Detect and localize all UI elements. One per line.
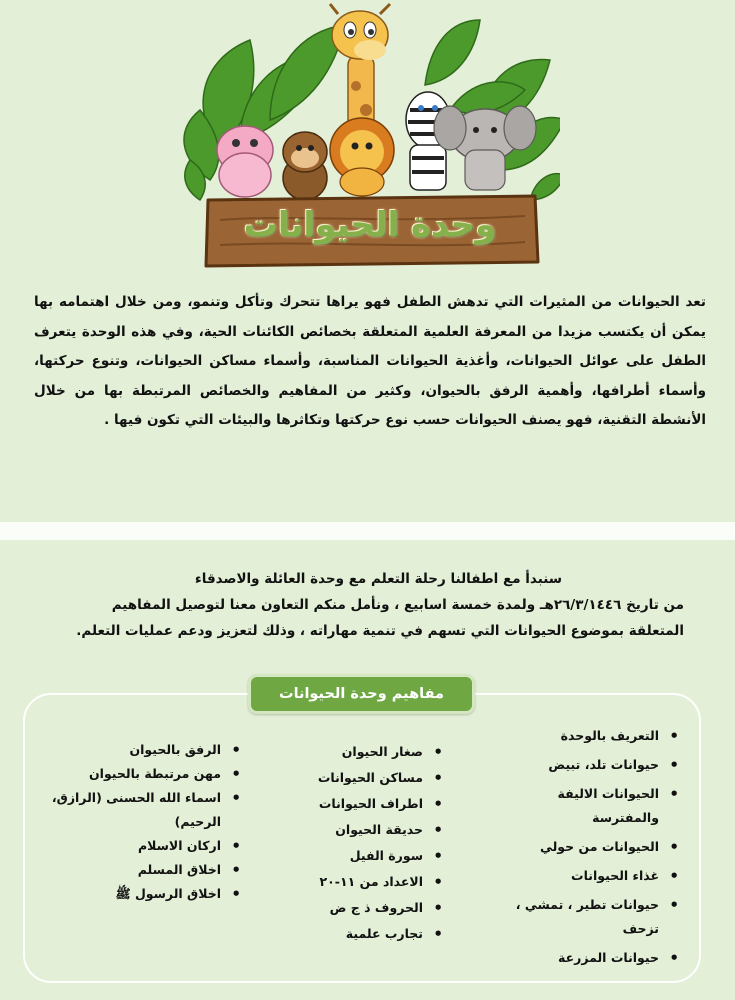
- concept-item: • حيوانات تلد، تبيض: [493, 753, 683, 777]
- concepts-title: مفاهيم وحدة الحيوانات: [248, 674, 475, 714]
- concepts-column-middle: [297, 740, 447, 948]
- unit-title: وحدة الحيوانات: [243, 205, 497, 245]
- concept-item: • مساكن الحيوانات: [297, 766, 447, 790]
- elephant-icon: [434, 106, 536, 190]
- journey-line-3: المتعلقة بموضوع الحيوانات التي تسهم في تنمية مهاراته ، وذلك لتعزيز ودعم عمليات التعلم.: [76, 623, 684, 639]
- journey-line-2: من تاريخ ٢٦/٣/١٤٤٦هـ ولمدة خمسة اسابيع ، ونأمل منكم التعاون معنا لتوصيل المفاهيم: [111, 597, 684, 613]
- concept-item: • حيوانات تطير ، تمشي ، تزحف: [493, 893, 683, 941]
- journey-line-1: سنبدأ مع اطفالنا رحلة التعلم مع وحدة العائلة والاصدقاء: [194, 571, 562, 587]
- concept-item: • تجارب علمية: [297, 922, 447, 946]
- concept-item: • الاعداد من ١١-٢٠: [297, 870, 447, 894]
- concept-item: • اطراف الحيوانات: [297, 792, 447, 816]
- concept-item: • الحروف ذ ج ض: [297, 896, 447, 920]
- concept-item: • سورة الفيل: [297, 844, 447, 868]
- concept-item: • التعريف بالوحدة: [493, 724, 683, 748]
- journey-text: [44, 566, 684, 644]
- concept-item: • اسماء الله الحسنى (الرازق، الرحيم): [40, 786, 245, 834]
- lion-icon: [330, 118, 394, 196]
- concept-item: • حديقة الحيوان: [297, 818, 447, 842]
- intro-paragraph: تعد الحيوانات من المثيرات التي تدهش الطفل فهو يراها تتحرك وتأكل وتنمو، ومن خلال اهتمامه بها يمكن أن يكتسب مزيدا من المعرفة العلمية المتعلقة بخصائص الكائنات الحية، وفي هذه الوحدة يتعرف الطفل على عوائل الحيوانات، وأغذية الحيوانات المناسبة، وأسماء مساكن الحيوانات، وتنوع حركتها، وأسماء أطرافها، وأهمية الرفق بالحيوان، وكثير من المفاهيم والخصائص المرتبطة بها من خلال الأنشطة التقنية، فهو يصنف الحيوانات حسب نوع حركتها وتكاثرها والبيئات التي تكون فيها .: [34, 294, 706, 428]
- concept-item: • الرفق بالحيوان: [40, 738, 245, 762]
- animals-illustration: [180, 0, 560, 272]
- concept-item: • اخلاق المسلم: [40, 858, 245, 882]
- hippo-icon: [217, 126, 273, 197]
- monkey-icon: [283, 132, 327, 200]
- concept-item: • اركان الاسلام: [40, 834, 245, 858]
- concepts-column-left: [40, 738, 245, 906]
- concept-item: • الحيوانات من حولي: [493, 835, 683, 859]
- concept-item: • مهن مرتبطة بالحيوان: [40, 762, 245, 786]
- concepts-column-right: [493, 724, 683, 975]
- concept-item: • الحيوانات الاليفة والمفترسة: [493, 782, 683, 830]
- concept-item: • غذاء الحيوانات: [493, 864, 683, 888]
- concept-item: • صغار الحيوان: [297, 740, 447, 764]
- section-divider: [0, 522, 735, 540]
- concept-item: • اخلاق الرسول ﷺ: [40, 882, 245, 906]
- concept-item: • حيوانات المزرعة: [493, 946, 683, 970]
